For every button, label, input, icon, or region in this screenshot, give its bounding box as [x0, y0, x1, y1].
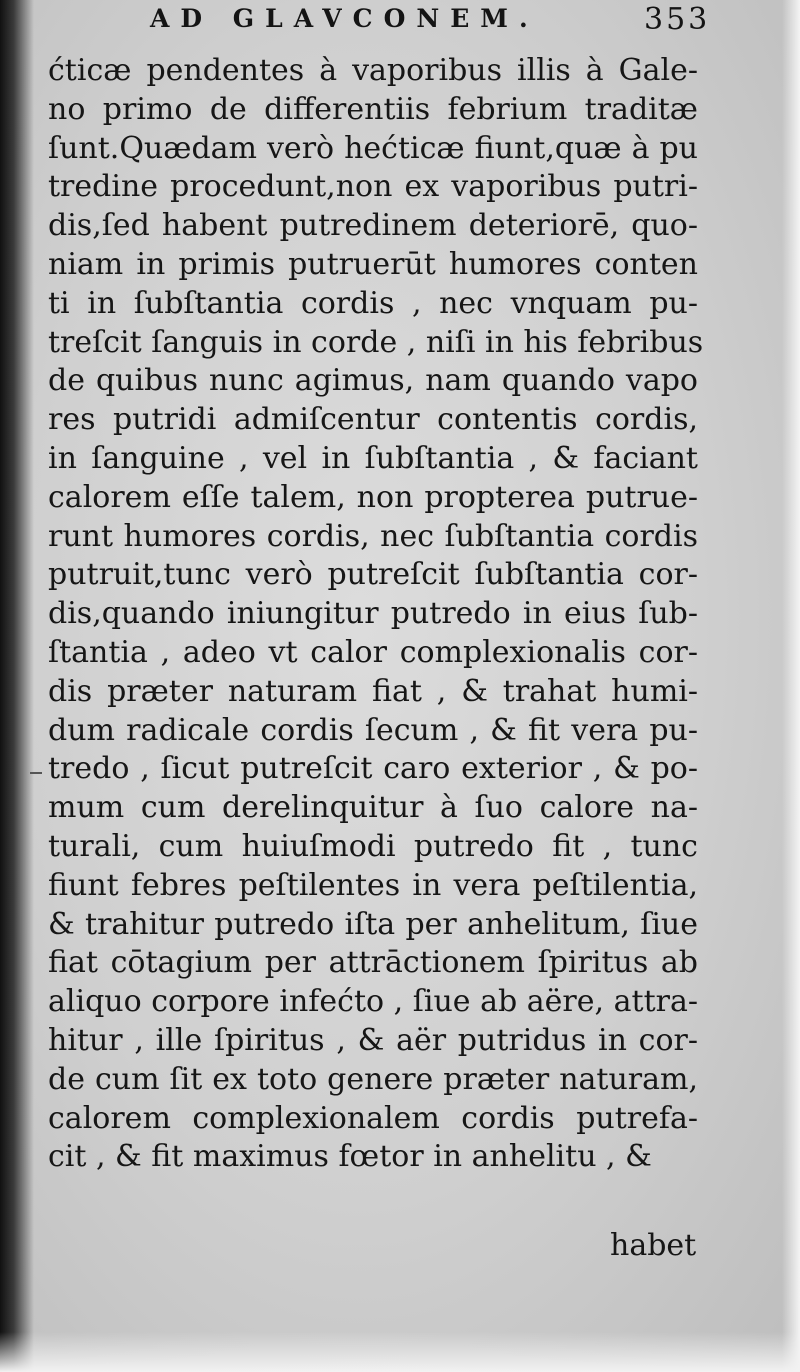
text-line: runt humores cordis, nec ſubſtantia cordis — [48, 518, 698, 554]
text-line: in ſanguine , vel in ſubſtantia , & faciant — [48, 440, 698, 476]
text-line: dis,quando iniungitur putredo in eius ſub- — [48, 596, 698, 632]
text-line: tredine procedunt,non ex vaporibus putri- — [48, 169, 698, 205]
text-line: calorem complexionalem cordis putrefa- — [48, 1100, 698, 1136]
running-head: AD GLAVCONEM. — [150, 4, 539, 33]
text-line: hitur , ille ſpiritus , & aër putridus in cor- — [48, 1022, 698, 1058]
text-line: cit , & fit maximus fœtor in anhelitu , & — [48, 1139, 652, 1175]
text-line: ćticæ pendentes à vaporibus illis à Gale- — [48, 53, 698, 88]
text-line: de cum ſit ex toto genere præter naturam, — [48, 1061, 698, 1097]
text-line: res putridi admiſcentur contentis cordis, — [48, 402, 698, 438]
text-line: treſcit ſanguis in corde , niſi in his febribus — [48, 324, 704, 360]
text-line: fiunt febres peſtilentes in vera peſtilentia, — [48, 867, 698, 903]
text-line: putruit,tunc verò putreſcit ſubſtantia cor- — [48, 557, 698, 593]
text-line: no primo de differentiis febrium traditæ — [48, 91, 698, 127]
page-edge-right — [782, 0, 800, 1372]
text-line: ti in ſubſtantia cordis , nec vnquam pu- — [48, 285, 698, 321]
text-line: tredo , ſicut putreſcit caro exterior , & po- — [48, 751, 698, 787]
text-line: niam in primis putruerūt humores conten — [48, 246, 698, 282]
text-line: calorem eſſe talem, non propterea putrue- — [48, 479, 698, 515]
text-line: ſunt.Quædam verò hećticæ fiunt,quæ à pu — [48, 130, 698, 166]
text-line: dum radicale cordis ſecum , & fit vera pu- — [48, 712, 698, 748]
catchword: habet — [610, 1228, 697, 1263]
text-line: mum cum derelinquitur à ſuo calore na- — [48, 790, 698, 826]
binding-shadow — [0, 0, 34, 1372]
text-line: turali, cum huiuſmodi putredo fit , tunc — [48, 828, 698, 864]
text-line: aliquo corpore infećto , ſiue ab aëre, attra- — [48, 984, 698, 1020]
text-line: ſtantia , adeo vt calor complexionalis cor- — [48, 634, 698, 670]
text-line: dis,ſed habent putredinem deteriorē, quo- — [48, 208, 698, 244]
margin-mark — [30, 772, 42, 774]
text-line: de quibus nunc agimus, nam quando vapo — [48, 363, 698, 399]
text-line: fiat cōtagium per attrāctionem ſpiritus ab — [48, 945, 698, 981]
page-edge-bottom — [0, 1332, 800, 1372]
body-text — [48, 52, 704, 1177]
text-line: dis præter naturam fiat , & trahat humi- — [48, 673, 698, 709]
text-line: & trahitur putredo iſta per anhelitum, ſiue — [48, 906, 698, 942]
page-number: 353 — [644, 2, 711, 37]
